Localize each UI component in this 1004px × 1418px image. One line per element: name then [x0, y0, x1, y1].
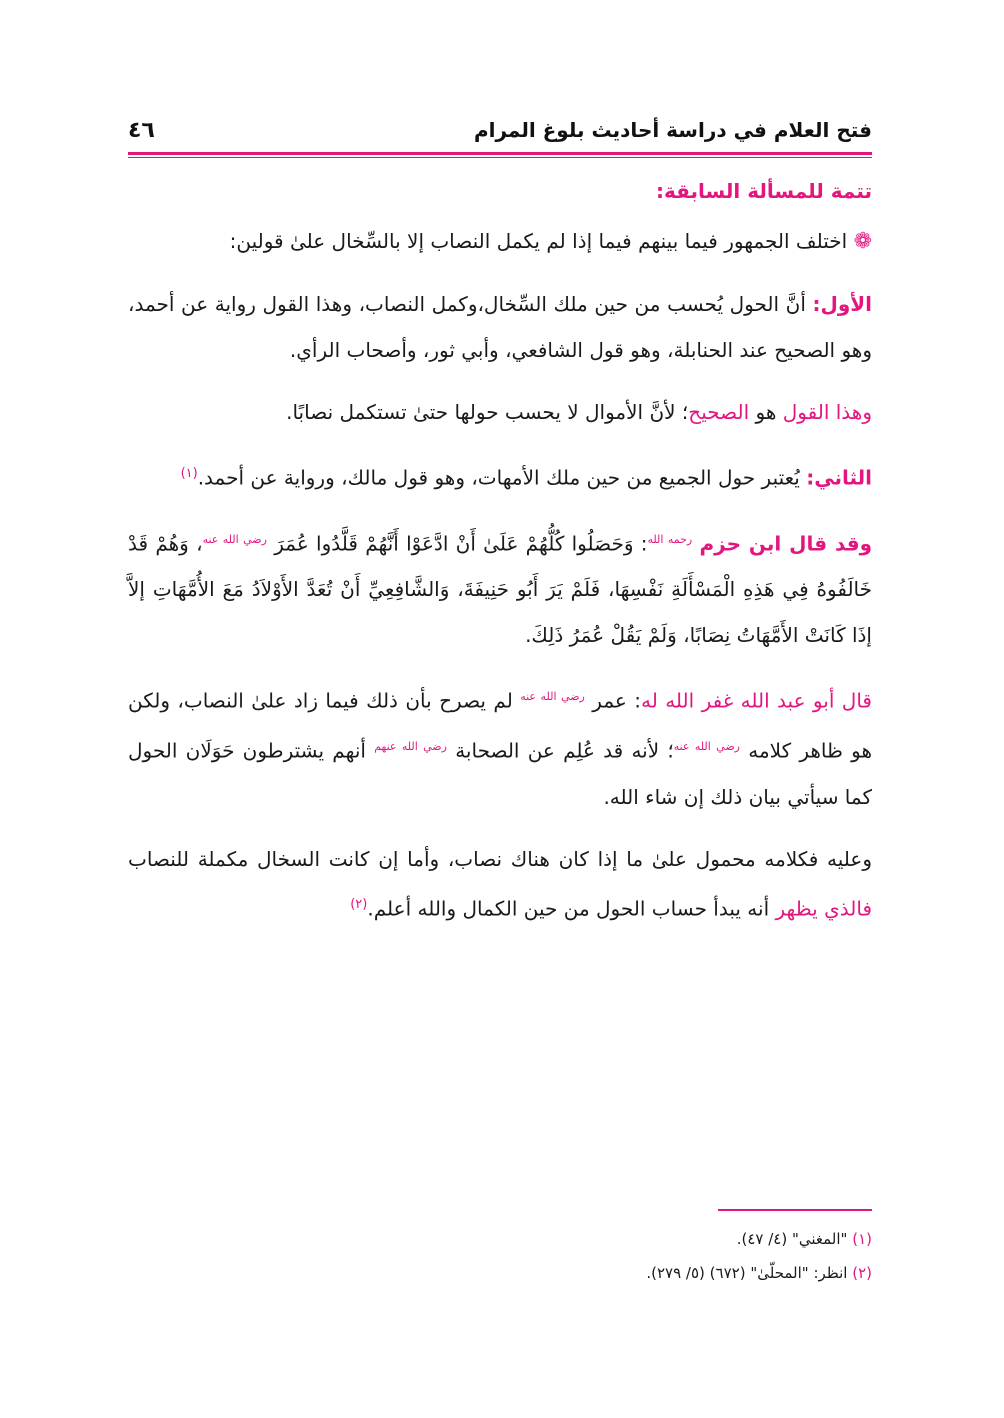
ibn-hazm-quote-b: ، وَهُمْ قَدْ خَالَفُوهُ فِي هَذِهِ الْمَسْأَلَةِ نَفْسِهَا، فَلَمْ يَرَ أَبُو حَنِيفَةَ، وَالشَّافِعِيِّ أَنْ تُعَدَّ الأَوْلاَدُ مَعَ الأُمَّهَاتِ إلاَّ إذَا كَانَتْ الأَمَّهَاتُ نِصَابًا، وَلَمْ يَقُلْ عُمَرُ ذَلِكَ. — [128, 531, 872, 648]
footnotes — [128, 1222, 872, 1290]
footnote-separator — [718, 1209, 872, 1211]
section-heading: تتمة للمسألة السابقة: — [656, 179, 872, 203]
first-opinion-label: الأول: — [812, 292, 872, 316]
second-opinion-label: الثاني: — [806, 465, 872, 490]
intro-text: اختلف الجمهور فيما بينهم فيما إذا لم يكمل النصاب إلا بالسِّخال علىٰ قولين: — [229, 229, 848, 253]
conclusion-text-a: وعليه فكلامه محمول علىٰ ما إذا كان هناك نصاب، وأما إن كانت السخال مكملة للنصاب — [128, 846, 872, 871]
preferred-correct: الصحيح — [688, 400, 750, 424]
preferred-lead: وهذا القول — [782, 400, 872, 424]
author-text-c: ؛ لأنه قد عُلِم عن الصحابة — [455, 738, 674, 763]
preferred-mid: هو — [755, 400, 777, 424]
footnote-number: (١) — [852, 1230, 872, 1248]
book-title: فتح العلام في دراسة أحاديث بلوغ المرام — [473, 118, 872, 142]
intro-paragraph — [128, 218, 872, 265]
honorific-glyph: رحمه الله — [647, 532, 693, 546]
footnote-ref-2[interactable]: (٢) — [350, 896, 368, 912]
preferred-opinion-paragraph — [128, 389, 872, 435]
footnote-item — [128, 1256, 872, 1290]
second-opinion-paragraph — [128, 451, 872, 501]
flower-ornament-icon: ❁ — [853, 229, 872, 254]
footnote-text: "المغني" (٤/ ٤٧). — [736, 1230, 848, 1248]
author-text-a: : عمر — [592, 688, 641, 713]
footnote-ref-1[interactable]: (١) — [180, 466, 198, 481]
page-header — [128, 112, 872, 148]
honorific-glyph: رضي الله عنهم — [374, 739, 447, 753]
footnote-number: (٢) — [852, 1264, 872, 1282]
author-text-b: لم يصرح بأن ذلك فيما زاد علىٰ النصاب، ولكن هو ظاهر كلامه — [128, 688, 873, 763]
preferred-rest: ؛ لأنَّ الأموال لا يحسب حولها حتىٰ تستكمل نصابًا. — [286, 400, 689, 424]
author-text-d: أنهم يشترطون حَوَلَان الحول كما سيأتي بيان ذلك إن شاء الله. — [128, 738, 872, 809]
conclusion-text-b: أنه يبدأ حساب الحول من حين الكمال والله أعلم. — [367, 896, 770, 921]
second-opinion-text: يُعتبر حول الجميع من حين ملك الأمهات، وهو قول مالك، ورواية عن أحمد. — [197, 465, 800, 490]
page-number: ٤٦ — [128, 117, 155, 143]
author-paragraph — [128, 674, 872, 819]
main-content — [128, 168, 872, 947]
ibn-hazm-label: وقد قال ابن حزم — [699, 531, 873, 556]
author-label: قال أبو عبد الله غفر الله له — [640, 688, 872, 713]
first-opinion-paragraph — [128, 281, 872, 373]
ibn-hazm-paragraph — [128, 517, 872, 659]
ibn-hazm-quote-a: : وَحَصَلُوا كُلُّهُمْ عَلَىٰ أَنْ ادَّعَوْا أَنَّهُمْ قَلَّدُوا عُمَرَ — [274, 531, 648, 556]
footnote-item — [128, 1222, 872, 1256]
header-rule-thick — [128, 152, 872, 155]
header-rule-thin — [128, 157, 872, 158]
honorific-glyph: رضي الله عنه — [202, 532, 267, 546]
footnote-text: انظر: "المحلّىٰ" (٦٧٢) (٥/ ٢٧٩). — [646, 1264, 848, 1282]
conclusion-paragraph — [128, 836, 872, 932]
first-opinion-text: أنَّ الحول يُحسب من حين ملك السِّخال،وكمل النصاب، وهذا القول رواية عن أحمد، وهو الصحيح عند الحنابلة، وهو قول الشافعي، وأبي ثور، وأصحاب الرأي. — [128, 292, 872, 362]
honorific-glyph: رضي الله عنه — [520, 690, 585, 704]
honorific-glyph: رضي الله عنه — [673, 739, 740, 753]
conclusion-highlight: فالذي يظهر — [775, 896, 872, 921]
